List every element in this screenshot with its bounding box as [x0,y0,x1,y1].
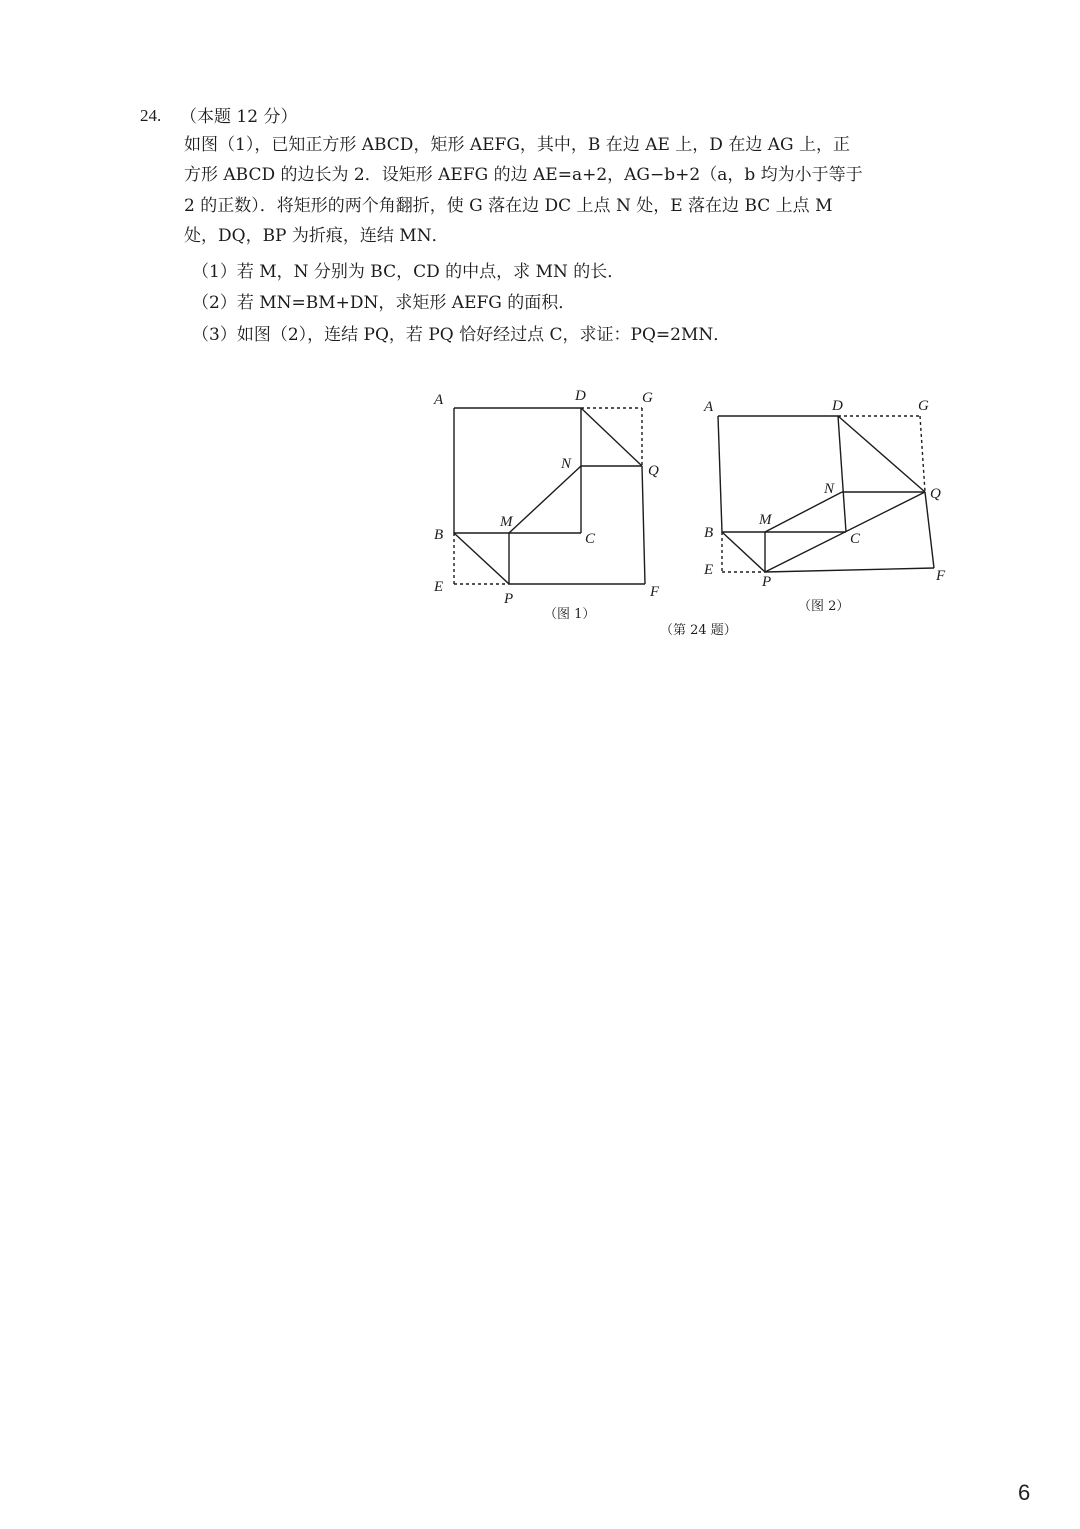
sub-question-1: （1）若 M，N 分别为 BC，CD 的中点，求 MN 的长． [192,262,625,282]
fig2-crease-bp [722,532,765,572]
question-line-4: 处，DQ，BP 为折痕，连结 MN． [184,226,449,246]
fig2-segment-ab [718,416,722,532]
fig2-segment-pf [765,568,934,572]
fig2-segment-dc [838,416,846,532]
fig2-label-p: P [762,574,772,590]
fig2-label-q: Q [930,486,941,502]
fig2-segment-mn [765,492,842,532]
fig1-segment-mn [509,466,581,533]
question-line-1: 如图（1），已知正方形 ABCD，矩形 AEFG，其中，B 在边 AE 上，D 在边 AG 上，正 [184,135,850,155]
fig1-label-m: M [500,514,513,530]
sub-question-3: （3）如图（2），连结 PQ，若 PQ 恰好经过点 C，求证：PQ=2MN． [192,325,731,345]
fig2-label-g: G [918,398,929,414]
fig1-label-q: Q [648,463,659,479]
fig1-crease-bp [454,533,509,584]
figure-caption: （第 24 题） [660,623,737,638]
question-line-3: 2 的正数）．将矩形的两个角翻折，使 G 落在边 DC 上点 N 处，E 落在边 BC 上点 M [184,196,833,216]
fig2-segment-gq [920,416,925,492]
fig1-caption: （图 1） [544,607,596,622]
fig1-label-a: A [434,392,444,408]
fig1-label-e: E [434,579,444,595]
fig1-crease-dq [581,408,642,466]
fig1-label-f: F [650,584,660,600]
fig2-crease-dq [838,416,925,492]
fig1-label-d: D [575,388,586,404]
fig1-label-b: B [434,527,444,543]
figure-1 [454,408,645,584]
fig1-segment-qf [642,466,645,584]
sub-question-2: （2）若 MN=BM+DN，求矩形 AEFG 的面积． [192,293,576,313]
geometry-figures [420,380,980,645]
fig1-label-p: P [504,591,514,607]
fig2-label-f: F [936,568,946,584]
question-line-2: 方形 ABCD 的边长为 2．设矩形 AEFG 的边 AE=a+2，AG−b+2（a，b 均为小于等于 [184,165,863,185]
fig2-label-c: C [850,531,861,547]
fig2-caption: （图 2） [798,599,850,614]
fig2-label-e: E [704,562,714,578]
fig1-label-g: G [642,390,653,406]
fig2-label-d: D [832,398,843,414]
fig2-segment-qf [925,492,934,568]
fig2-label-n: N [824,481,835,497]
fig1-label-n: N [561,456,572,472]
figure-1-labels [433,388,660,622]
fig2-label-m: M [759,512,772,528]
question-number: 24. [140,106,162,125]
figure-2-labels [703,398,946,614]
fig1-label-c: C [585,531,596,547]
page-number: 6 [1018,1480,1031,1505]
fig2-label-b: B [704,525,714,541]
fig2-label-a: A [704,399,714,415]
question-points: （本题 12 分） [180,107,298,127]
